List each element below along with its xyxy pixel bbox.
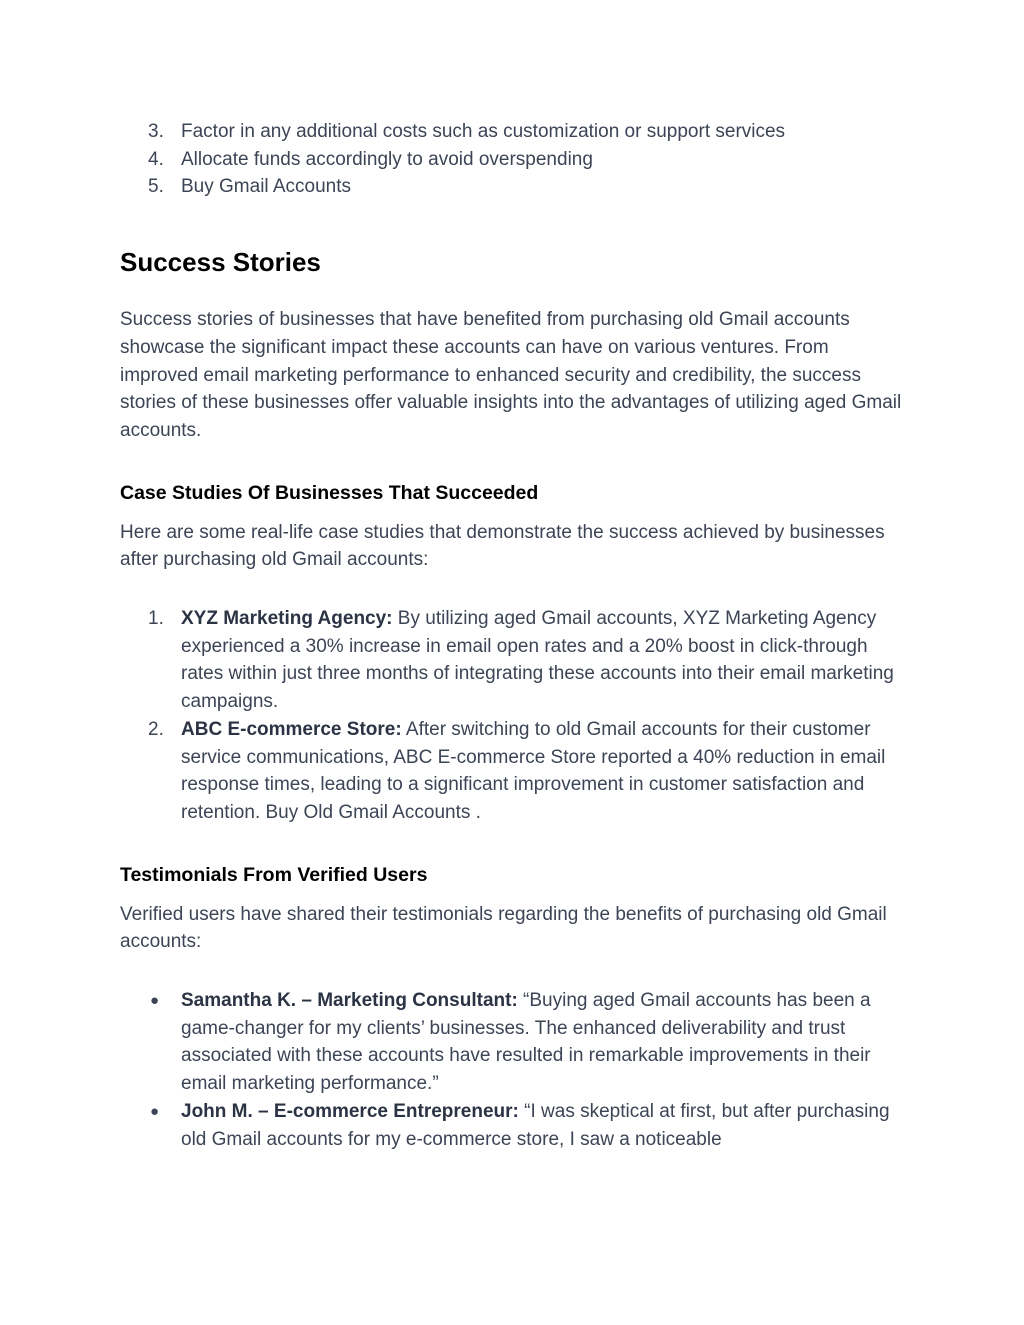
list-item (120, 1098, 910, 1153)
bullet-marker: ● (150, 1102, 160, 1120)
list-item (120, 987, 910, 1098)
case-study-title: ABC E-commerce Store: (181, 718, 402, 740)
testimonial-text: “Buying aged Gmail accounts has been a game-changer for my clients’ businesses. The enhanced deliverability and trust associated with these accounts have resulted in remarkable improvements in their email marketing performance.” (181, 990, 871, 1095)
list-marker: 1. (148, 608, 164, 630)
testimonial-author: John M. – E-commerce Entrepreneur: (181, 1100, 519, 1122)
list-item-text: Factor in any additional costs such as customization or support services (181, 121, 786, 142)
list-marker: 3. (148, 121, 164, 142)
list-item (120, 173, 910, 201)
case-studies-list (120, 605, 910, 827)
testimonials-intro: Verified users have shared their testimonials regarding the benefits of purchasing old Gmail accounts: (120, 903, 887, 953)
case-studies-intro: Here are some real-life case studies that demonstrate the success achieved by businesses after purchasing old Gmail accounts: (120, 521, 885, 571)
list-marker: 4. (148, 148, 164, 170)
case-study-text: After switching to old Gmail accounts for their customer service communications, ABC E-commerce Store reported a 40% reduction in email response times, leading to a significant improvement in customer satisfaction and retention. Buy Old Gmail Accounts . (181, 718, 886, 823)
bullet-marker: ● (150, 992, 160, 1010)
list-item-text: Allocate funds accordingly to avoid overspending (181, 148, 593, 170)
testimonial-author: Samantha K. – Marketing Consultant: (181, 990, 518, 1012)
list-marker: 2. (148, 718, 164, 740)
list-item (120, 118, 910, 146)
testimonials-list (120, 987, 910, 1153)
case-study-title: XYZ Marketing Agency: (181, 608, 393, 630)
list-item (120, 146, 910, 174)
budget-steps-list (120, 118, 910, 201)
success-stories-heading: Success Stories (120, 247, 321, 278)
list-item-text: Buy Gmail Accounts (181, 176, 352, 198)
list-item (120, 716, 910, 827)
testimonial-text: “I was skeptical at first, but after purchasing old Gmail accounts for my e-commerce store, I saw a noticeable (181, 1100, 890, 1150)
list-marker: 5. (148, 176, 164, 198)
success-stories-intro: Success stories of businesses that have benefited from purchasing old Gmail accounts showcase the significant impact these accounts can have on various ventures. From improved email marketing performance to enhanced security and credibility, the success stories of these businesses offer valuable insights into the advantages of utilizing aged Gmail accounts. (120, 309, 902, 441)
document-page (120, 118, 910, 1153)
list-item (120, 605, 910, 716)
case-study-text: By utilizing aged Gmail accounts, XYZ Marketing Agency experienced a 30% increase in email open rates and a 20% boost in click-through rates within just three months of integrating these accounts into their email marketing campaigns. (181, 608, 894, 713)
case-studies-heading: Case Studies Of Businesses That Succeeded (120, 481, 539, 504)
testimonials-heading: Testimonials From Verified Users (120, 863, 428, 886)
